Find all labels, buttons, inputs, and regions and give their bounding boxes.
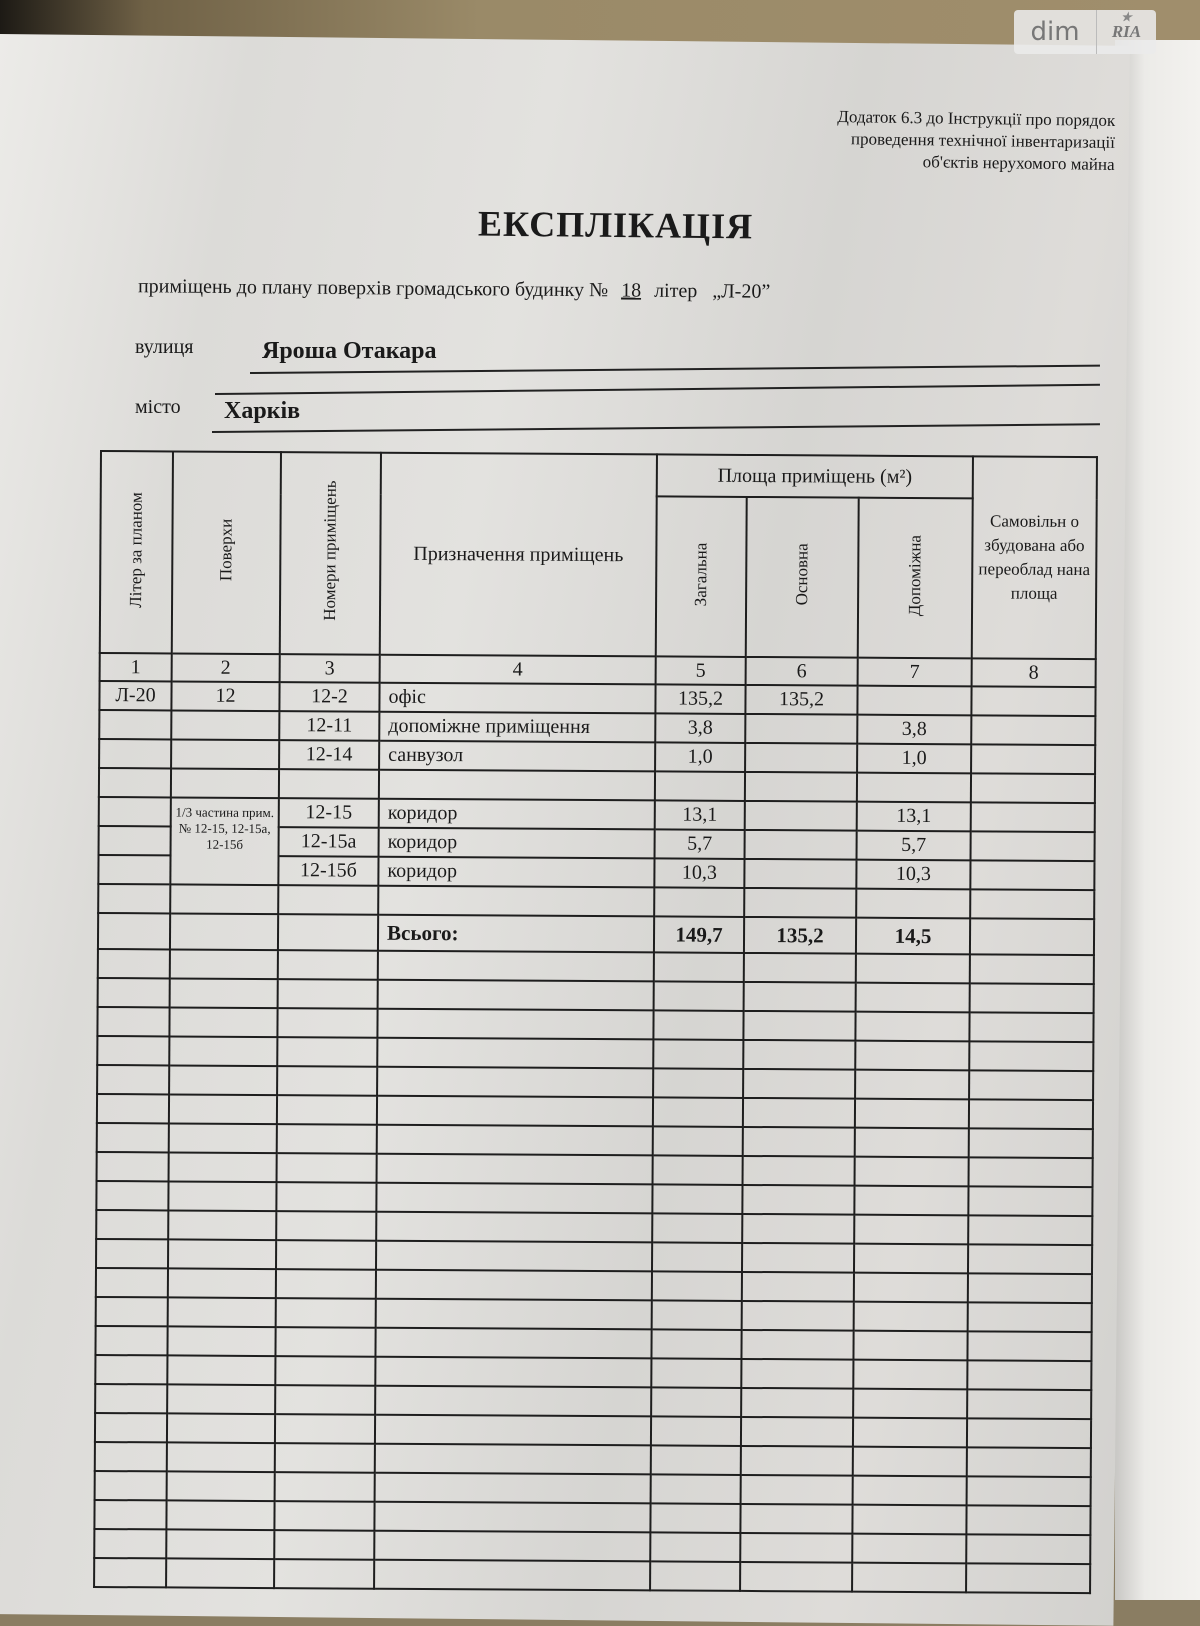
- totals-total: 149,7: [654, 916, 744, 953]
- cell-room: 12-2: [279, 682, 379, 712]
- cell-empty: [742, 1185, 854, 1215]
- watermark-ria-text: RIA: [1111, 22, 1142, 41]
- cell-empty: [169, 1123, 277, 1153]
- column-number: 3: [280, 654, 380, 683]
- cell-liter: [99, 826, 171, 855]
- totals-row: [98, 913, 1094, 955]
- street-value: Яроша Отакара: [262, 338, 437, 364]
- cell-empty: [652, 1271, 742, 1301]
- cell-total: [654, 887, 744, 917]
- cell-empty: [276, 1298, 376, 1328]
- cell-empty: [651, 1416, 741, 1446]
- cell-empty: [969, 1070, 1093, 1100]
- cell-main: 135,2: [745, 685, 857, 715]
- cell-room: 12-15: [279, 798, 379, 828]
- cell-empty: [168, 1210, 276, 1240]
- cell-empty: [166, 1500, 274, 1530]
- cell-empty: [743, 1040, 855, 1070]
- cell-empty: [968, 1215, 1092, 1245]
- cell-main: [745, 743, 857, 773]
- cell-empty: [95, 1326, 167, 1355]
- cell-empty: [96, 1210, 168, 1239]
- cell-empty: [653, 1010, 743, 1040]
- column-number: 4: [380, 655, 656, 685]
- cell-empty: [374, 1502, 650, 1533]
- cell-main: [744, 859, 856, 889]
- cell-empty: [653, 1097, 743, 1127]
- cell-main: [745, 830, 857, 860]
- cell-empty: [969, 1099, 1093, 1129]
- cell-empty: [276, 1269, 376, 1299]
- cell-empty: [278, 979, 378, 1009]
- header-floors: Поверхи: [172, 451, 281, 654]
- cell-empty: [855, 1070, 969, 1100]
- empty-rows: [94, 949, 1094, 1593]
- cell-empty: [743, 1127, 855, 1157]
- cell-empty: [166, 1558, 274, 1588]
- header-purpose: Призначення приміщень: [380, 453, 657, 657]
- cell-purpose: коридор: [379, 799, 655, 830]
- cell-empty: [853, 1418, 967, 1448]
- annex-line: проведення технічної інвентаризації: [850, 129, 1116, 152]
- cell-empty: [377, 1009, 653, 1040]
- cell-empty: [169, 1065, 277, 1095]
- cell-liter: Л-20: [99, 681, 171, 710]
- cell-empty: [743, 1098, 855, 1128]
- cell-purpose: санвузол: [379, 741, 655, 772]
- cell-self: [970, 889, 1094, 919]
- cell-empty: [95, 1413, 167, 1442]
- cell-empty: [651, 1358, 741, 1388]
- cell-empty: [167, 1326, 275, 1356]
- cell-aux: 13,1: [857, 802, 971, 832]
- cell-empty: [377, 1125, 653, 1156]
- cell-empty: [969, 1157, 1093, 1187]
- cell-empty: [98, 913, 170, 949]
- cell-empty: [276, 1211, 376, 1241]
- cell-empty: [377, 1067, 653, 1098]
- cell-empty: [969, 1012, 1093, 1042]
- cell-empty: [96, 1239, 168, 1268]
- cell-empty: [852, 1563, 966, 1593]
- cell-liter: [99, 710, 171, 739]
- cell-empty: [168, 1239, 276, 1269]
- cell-empty: [652, 1242, 742, 1272]
- cell-empty: [277, 1153, 377, 1183]
- cell-empty: [375, 1386, 651, 1417]
- cell-empty: [741, 1417, 853, 1447]
- cell-empty: [274, 1559, 374, 1589]
- cell-empty: [854, 1273, 968, 1303]
- cell-purpose: [379, 770, 655, 801]
- totals-main: 135,2: [744, 917, 856, 954]
- cell-empty: [853, 1389, 967, 1419]
- cell-aux: [857, 686, 971, 716]
- cell-empty: [855, 1128, 969, 1158]
- cell-empty: [743, 1156, 855, 1186]
- cell-liter: [99, 768, 171, 797]
- cell-empty: [855, 1041, 969, 1071]
- cell-empty: [95, 1355, 167, 1384]
- cell-empty: [741, 1359, 853, 1389]
- cell-floor-note: 1/3 частина прим. № 12-15, 12-15а, 12-15б: [170, 797, 279, 885]
- cell-empty: [276, 1240, 376, 1270]
- cell-room: [279, 769, 379, 799]
- header-row: [101, 451, 1097, 499]
- cell-empty: [166, 1529, 274, 1559]
- cell-empty: [375, 1357, 651, 1388]
- cell-room: 12-15а: [279, 827, 379, 857]
- cell-empty: [377, 1096, 653, 1127]
- cell-empty: [652, 1213, 742, 1243]
- cell-purpose: коридор: [378, 857, 654, 888]
- document-title: ЕКСПЛІКАЦІЯ: [477, 203, 754, 247]
- cell-empty: [275, 1356, 375, 1386]
- cell-empty: [96, 1268, 168, 1297]
- cell-room: [278, 885, 378, 915]
- cell-empty: [654, 981, 744, 1011]
- cell-empty: [854, 1186, 968, 1216]
- cell-empty: [653, 1155, 743, 1185]
- cell-floor: [170, 884, 278, 914]
- cell-empty: [167, 1442, 275, 1472]
- cell-empty: [375, 1473, 651, 1504]
- cell-total: 10,3: [654, 858, 744, 888]
- cell-empty: [855, 1099, 969, 1129]
- street-label: вулиця: [135, 336, 194, 358]
- cell-main: [744, 888, 856, 918]
- cell-empty: [277, 1124, 377, 1154]
- cell-empty: [376, 1299, 652, 1330]
- cell-empty: [97, 1065, 169, 1094]
- cell-empty: [277, 1066, 377, 1096]
- cell-self: [970, 860, 1094, 890]
- cell-empty: [167, 1471, 275, 1501]
- cell-empty: [742, 1301, 854, 1331]
- cell-empty: [95, 1442, 167, 1471]
- cell-empty: [375, 1415, 651, 1446]
- cell-empty: [741, 1446, 853, 1476]
- cell-empty: [967, 1418, 1091, 1448]
- cell-total: [655, 771, 745, 801]
- cell-empty: [740, 1504, 852, 1534]
- cell-empty: [740, 1562, 852, 1592]
- cell-empty: [969, 1128, 1093, 1158]
- cell-empty: [967, 1360, 1091, 1390]
- cell-empty: [377, 1038, 653, 1069]
- cell-empty: [968, 1244, 1092, 1274]
- cell-empty: [854, 1302, 968, 1332]
- cell-main: [745, 801, 857, 831]
- cell-empty: [170, 913, 278, 950]
- header-aux-area: Допоміжна: [858, 498, 973, 659]
- cell-empty: [169, 1007, 277, 1037]
- header-liter: Літер за планом: [100, 451, 173, 653]
- cell-empty: [652, 1300, 742, 1330]
- cell-empty: [169, 1152, 277, 1182]
- cell-empty: [278, 914, 378, 951]
- cell-empty: [277, 1095, 377, 1125]
- cell-empty: [742, 1272, 854, 1302]
- cell-empty: [274, 1501, 374, 1531]
- cell-empty: [854, 1215, 968, 1245]
- cell-empty: [277, 1008, 377, 1038]
- header-total-area: Загальна: [656, 496, 747, 657]
- city-label: місто: [135, 396, 181, 418]
- cell-empty: [855, 1157, 969, 1187]
- cell-self: [971, 686, 1095, 716]
- cell-empty: [742, 1214, 854, 1244]
- cell-self: [971, 773, 1095, 803]
- cell-empty: [278, 950, 378, 980]
- cell-empty: [852, 1534, 966, 1564]
- cell-self: [971, 715, 1095, 745]
- cell-empty: [97, 1123, 169, 1152]
- cell-empty: [967, 1476, 1091, 1506]
- cell-empty: [856, 954, 970, 984]
- cell-empty: [968, 1186, 1092, 1216]
- cell-room: 12-14: [279, 740, 379, 770]
- watermark-dim: dim: [1014, 10, 1097, 54]
- cell-empty: [741, 1475, 853, 1505]
- star-icon: ★: [1121, 10, 1132, 24]
- column-number: 5: [656, 656, 746, 685]
- cell-total: 13,1: [655, 800, 745, 830]
- cell-empty: [169, 1036, 277, 1066]
- cell-empty: [378, 951, 654, 982]
- cell-total: 1,0: [655, 742, 745, 772]
- column-number: 1: [100, 653, 172, 681]
- watermark: [1014, 10, 1156, 54]
- cell-self: [971, 744, 1095, 774]
- cell-floor: [171, 710, 279, 740]
- column-number: 2: [172, 653, 280, 682]
- cell-empty: [966, 1534, 1090, 1564]
- cell-empty: [94, 1500, 166, 1529]
- cell-empty: [653, 1126, 743, 1156]
- cell-empty: [376, 1183, 652, 1214]
- cell-empty: [743, 1069, 855, 1099]
- explication-table: [93, 450, 1098, 1594]
- cell-empty: [167, 1384, 275, 1414]
- cell-purpose: офіс: [379, 683, 655, 714]
- cell-empty: [168, 1181, 276, 1211]
- cell-empty: [742, 1243, 854, 1273]
- table-row: [99, 797, 1095, 832]
- cell-empty: [653, 1068, 743, 1098]
- cell-room: 12-15б: [278, 856, 378, 886]
- cell-aux: 5,7: [857, 831, 971, 861]
- totals-aux: 14,5: [856, 918, 970, 955]
- building-number: 18: [621, 279, 642, 302]
- cell-empty: [744, 953, 856, 983]
- header-room-numbers: Номери приміщень: [280, 452, 381, 655]
- cell-empty: [968, 1302, 1092, 1332]
- cell-empty: [970, 983, 1094, 1013]
- cell-empty: [651, 1329, 741, 1359]
- cell-empty: [744, 982, 856, 1012]
- cell-empty: [743, 1011, 855, 1041]
- empty-row: [94, 1558, 1090, 1593]
- cell-aux: [856, 889, 970, 919]
- cell-empty: [376, 1212, 652, 1243]
- column-number: 6: [746, 657, 858, 686]
- cell-empty: [375, 1444, 651, 1475]
- column-number: 8: [972, 658, 1096, 687]
- liter-label: літер: [654, 279, 698, 303]
- cell-empty: [167, 1355, 275, 1385]
- cell-main: [745, 772, 857, 802]
- cell-empty: [967, 1389, 1091, 1419]
- city-value: Харків: [224, 398, 301, 424]
- cell-empty: [94, 1529, 166, 1558]
- cell-empty: [168, 1297, 276, 1327]
- cell-empty: [375, 1328, 651, 1359]
- cell-empty: [275, 1443, 375, 1473]
- cell-purpose: коридор: [379, 828, 655, 859]
- cell-empty: [274, 1530, 374, 1560]
- annex-line: об'єктів нерухомого майна: [922, 152, 1115, 174]
- cell-self: [971, 802, 1095, 832]
- cell-empty: [276, 1182, 376, 1212]
- cell-empty: [968, 1273, 1092, 1303]
- annex-note: [837, 106, 1116, 176]
- cell-liter: [99, 797, 171, 826]
- cell-purpose: допоміжне приміщення: [379, 712, 655, 743]
- cell-empty: [741, 1330, 853, 1360]
- cell-empty: [650, 1503, 740, 1533]
- subtitle-prefix: приміщень до плану поверхів громадського будинку №: [137, 275, 609, 302]
- cell-empty: [650, 1532, 740, 1562]
- cell-liter: [99, 739, 171, 768]
- cell-floor: [171, 768, 279, 798]
- cell-empty: [170, 978, 278, 1008]
- cell-liter: [98, 884, 170, 913]
- cell-empty: [967, 1331, 1091, 1361]
- cell-empty: [853, 1331, 967, 1361]
- cell-aux: 10,3: [856, 860, 970, 890]
- cell-empty: [378, 980, 654, 1011]
- cell-empty: [377, 1154, 653, 1185]
- cell-aux: 1,0: [857, 744, 971, 774]
- cell-empty: [652, 1184, 742, 1214]
- cell-empty: [650, 1561, 740, 1591]
- cell-empty: [376, 1270, 652, 1301]
- cell-aux: [857, 773, 971, 803]
- header-area-group: Площа приміщень (м²): [657, 454, 973, 498]
- cell-empty: [374, 1531, 650, 1562]
- cell-empty: [275, 1327, 375, 1357]
- cell-empty: [275, 1385, 375, 1415]
- liter-value: „Л-20”: [712, 280, 771, 303]
- cell-empty: [969, 1041, 1093, 1071]
- cell-empty: [966, 1563, 1090, 1593]
- cell-empty: [651, 1445, 741, 1475]
- cell-floor: 12: [171, 681, 279, 711]
- cell-empty: [96, 1181, 168, 1210]
- cell-empty: [654, 952, 744, 982]
- cell-floor: [171, 739, 279, 769]
- cell-empty: [167, 1413, 275, 1443]
- cell-total: 5,7: [655, 829, 745, 859]
- cell-empty: [169, 1094, 277, 1124]
- cell-total: 135,2: [655, 684, 745, 714]
- cell-purpose: [378, 886, 654, 917]
- column-number: 7: [858, 658, 972, 687]
- annex-line: Додаток 6.3 до Інструкції про порядок: [837, 107, 1116, 130]
- cell-empty: [966, 1505, 1090, 1535]
- cell-empty: [970, 918, 1094, 955]
- cell-empty: [97, 1036, 169, 1065]
- cell-empty: [170, 949, 278, 979]
- cell-empty: [275, 1414, 375, 1444]
- cell-empty: [95, 1471, 167, 1500]
- cell-empty: [741, 1388, 853, 1418]
- cell-empty: [852, 1505, 966, 1535]
- cell-main: [745, 714, 857, 744]
- cell-empty: [853, 1447, 967, 1477]
- cell-empty: [856, 983, 970, 1013]
- cell-empty: [740, 1533, 852, 1563]
- cell-empty: [98, 978, 170, 1007]
- cell-empty: [97, 1007, 169, 1036]
- cell-empty: [374, 1560, 650, 1591]
- cell-empty: [168, 1268, 276, 1298]
- cell-empty: [651, 1387, 741, 1417]
- cell-empty: [970, 954, 1094, 984]
- cell-empty: [97, 1152, 169, 1181]
- header-main-area: Основна: [746, 497, 859, 658]
- cell-empty: [277, 1037, 377, 1067]
- cell-empty: [854, 1244, 968, 1274]
- cell-empty: [853, 1360, 967, 1390]
- cell-empty: [95, 1384, 167, 1413]
- cell-empty: [275, 1472, 375, 1502]
- cell-empty: [98, 949, 170, 978]
- cell-empty: [967, 1447, 1091, 1477]
- cell-total: 3,8: [655, 713, 745, 743]
- cell-empty: [651, 1474, 741, 1504]
- header-self-built: Самовільн о збудована або переоблад нана площа: [972, 456, 1097, 659]
- cell-empty: [653, 1039, 743, 1069]
- cell-empty: [96, 1297, 168, 1326]
- cell-empty: [94, 1558, 166, 1587]
- cell-liter: [98, 855, 170, 884]
- paper-edge: [1115, 40, 1200, 1600]
- totals-label: Всього:: [378, 915, 654, 953]
- cell-aux: 3,8: [857, 715, 971, 745]
- cell-room: 12-11: [279, 711, 379, 741]
- cell-empty: [853, 1476, 967, 1506]
- watermark-ria: [1097, 10, 1156, 42]
- cell-empty: [97, 1094, 169, 1123]
- cell-self: [971, 831, 1095, 861]
- cell-empty: [376, 1241, 652, 1272]
- cell-empty: [855, 1012, 969, 1042]
